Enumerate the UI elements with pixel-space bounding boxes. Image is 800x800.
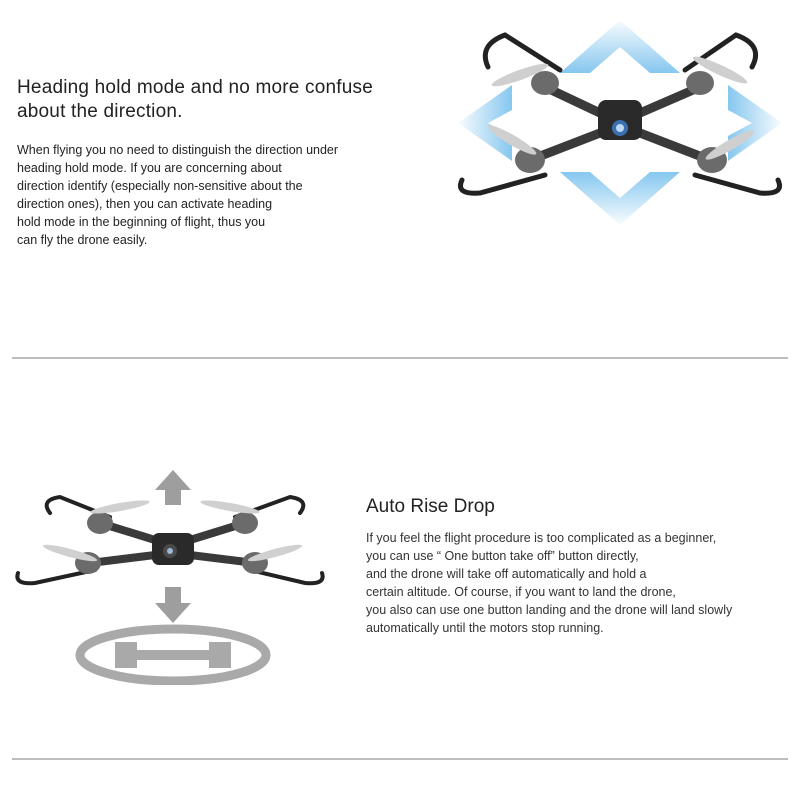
description-line: you can use “ One button take off” button directly, (366, 549, 639, 563)
description-line: and the drone will take off automatically and hold a (366, 567, 647, 581)
heading-hold-section (0, 0, 800, 358)
heading-hold-description (17, 141, 437, 249)
auto-rise-drop-title: Auto Rise Drop (366, 496, 495, 517)
description-line: heading hold mode. If you are concerning about (17, 161, 282, 175)
heading-hold-title-line: Heading hold mode and no more confuse (17, 77, 373, 98)
description-line: you also can use one button landing and the drone will land slowly (366, 603, 733, 617)
description-line: can fly the drone easily. (17, 233, 148, 247)
arrow-down-icon (155, 587, 191, 623)
arrow-up-icon (155, 470, 191, 505)
description-line: direction ones), then you can activate heading (17, 197, 273, 211)
description-line: When flying you no need to distinguish the direction under (17, 143, 339, 157)
arrow-left-icon (458, 85, 512, 161)
description-line: If you feel the flight procedure is too complicated as a beginner, (366, 531, 717, 545)
heading-hold-title-line: about the direction. (17, 101, 183, 122)
description-line: direction identify (especially non-sensitive about the (17, 179, 303, 193)
arrow-right-icon (728, 85, 782, 161)
auto-rise-drop-section (0, 360, 800, 760)
section-divider (12, 357, 788, 359)
heading-hold-title (17, 76, 437, 124)
description-line: hold mode in the beginning of flight, thus you (17, 215, 266, 229)
drone-icon (460, 35, 779, 193)
drone-icon (17, 497, 322, 583)
arrow-up-icon (560, 20, 680, 73)
description-line: certain altitude. Of course, if you want to land the drone, (366, 585, 676, 599)
landing-pad-icon (80, 629, 266, 681)
description-line: automatically until the motors stop running. (366, 621, 604, 635)
arrow-down-icon (560, 172, 680, 225)
section-divider (12, 758, 788, 760)
heading-hold-drone-illustration (450, 15, 790, 230)
auto-rise-drone-illustration (10, 465, 330, 685)
auto-rise-drop-description (366, 529, 796, 637)
